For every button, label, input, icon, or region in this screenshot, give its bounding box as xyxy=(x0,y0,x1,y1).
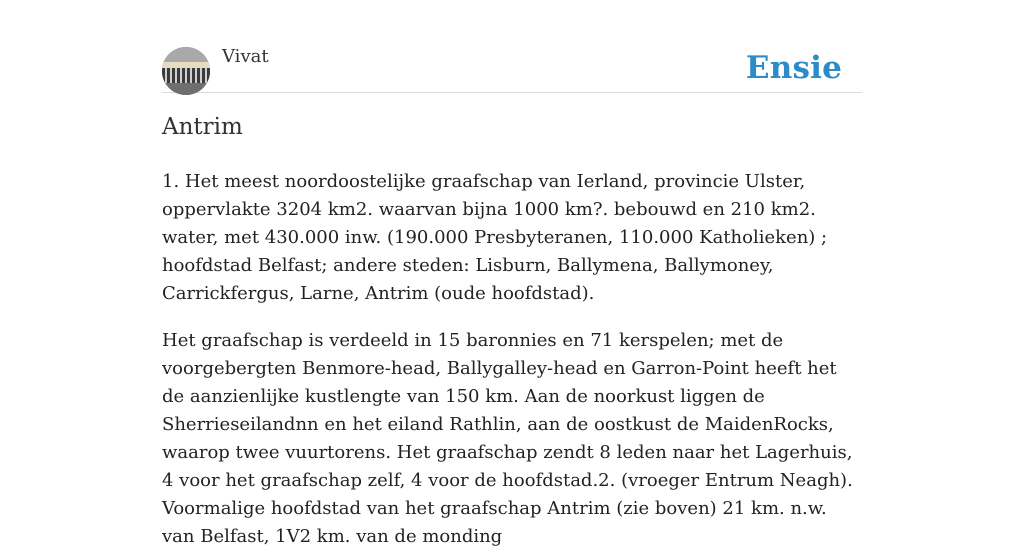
brand-logo[interactable]: Ensie xyxy=(745,50,842,86)
article-paragraph-1: 1. Het meest noordoostelijke graafschap van Ierland, provincie Ulster, oppervlakte 3204 km2. waarvan bijna 1000 km?. bebouwd en 210 km2. water, met 430.000 inw. (190.000 Presbyteranen, 110.000 Katholieken) ; hoofdstad Belfast; andere steden: Lisburn, Ballymena, Ballymoney, Carrickfergus, Larne, Antrim (oude hoofdstad). xyxy=(162,171,828,304)
author-name[interactable]: Vivat xyxy=(222,46,269,67)
article-title: Antrim xyxy=(162,114,243,140)
author-avatar[interactable] xyxy=(162,47,210,95)
author-avatar-image xyxy=(162,47,210,95)
article-page xyxy=(162,0,862,547)
article-paragraph-2: Het graafschap is verdeeld in 15 baronnies en 71 kerspelen; met de voorgebergten Benmore-head, Ballygalley-head en Garron-Point heeft het de aanzienlijke kustlengte van 150 km. Aan de noorkust liggen de Sherrieseilandnn en het eiland Rathlin, aan de oostkust de MaidenRocks, waarop twee vuurtorens. Het graafschap zendt 8 leden naar het Lagerhuis, 4 voor het graafschap zelf, 4 voor de hoofdstad.2. (vroeger Entrum Neagh). Voormalige hoofdstad van het graafschap Antrim (zie boven) 21 km. n.w. van Belfast, 1V2 km. van de monding xyxy=(162,330,853,547)
site-header xyxy=(162,0,862,93)
